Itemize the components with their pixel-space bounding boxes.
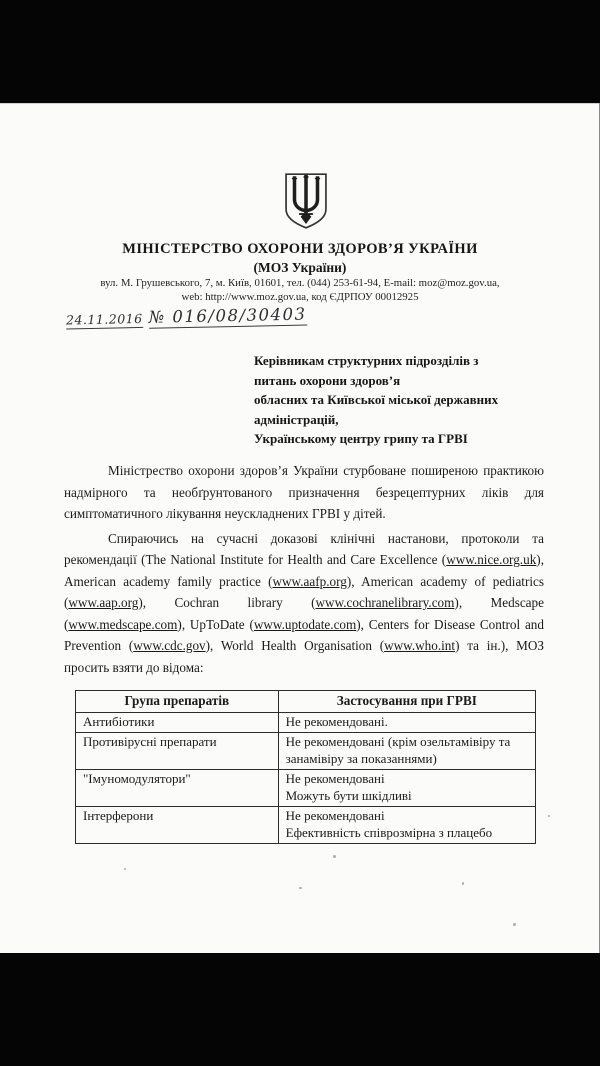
usage-line: Можуть бути шкідливі xyxy=(285,787,412,803)
letterhead-address-line-1: вул. М. Грушевського, 7, м. Київ, 01601, тел. (044) 253-61-94, E-mail: moz@moz.gov.ua, xyxy=(100,277,500,289)
table-row xyxy=(76,712,536,733)
ministry-short-title: (МОЗ України) xyxy=(253,260,347,275)
usage-line: Не рекомендовані xyxy=(285,808,385,823)
scan-noise-speck xyxy=(462,882,464,885)
scan-noise-speck xyxy=(333,855,336,858)
cell-drug-group: Інтерферони xyxy=(76,807,279,844)
addressee-line: адміністрацій, xyxy=(254,411,339,427)
ministry-name-title: МІНІСТЕРСТВО ОХОРОНИ ЗДОРОВ’Я УКРАЇНИ xyxy=(122,241,478,257)
addressee-line: Керівникам структурних підрозділів з xyxy=(254,353,479,368)
cell-drug-group: Антибіотики xyxy=(76,712,279,733)
addressee-line: Українському центру грипу та ГРВІ xyxy=(254,431,468,446)
cell-drug-group: "Імуномодулятори" xyxy=(76,770,279,807)
table-row xyxy=(76,807,536,844)
scan-noise-speck xyxy=(124,868,126,870)
document-page xyxy=(0,103,600,953)
paragraph-guidelines: Спираючись на сучасні доказові клінічні настанови, протоколи та рекомендації (The National Institute for Health and Care Excellence (www.nice.org.uk), American academy family practice (www.aafp.org), American academy of pediatrics (www.aap.org), Cochran library (www.cochranelibrary.com), Medscape (www.medscape.com), UpToDate (www.uptodate.com), Centers for Disease Control and Prevention (www.cdc.gov), World Health Organisation (www.who.int) та ін.), МОЗ просить взяти до відома: xyxy=(64,530,545,675)
table-header-row xyxy=(76,691,536,713)
letter-body xyxy=(64,460,544,844)
cell-drug-group: Противірусні препарати xyxy=(76,733,279,770)
table-header-drug-group: Група препаратів xyxy=(76,691,279,713)
usage-line: Не рекомендовані (крім озельтамівіру та занамівіру за показаннями) xyxy=(285,734,511,766)
scan-noise-speck xyxy=(548,815,550,817)
drug-recommendations-table xyxy=(75,690,536,844)
scan-noise-speck xyxy=(299,887,302,889)
handwritten-date: 24.11.2016 xyxy=(65,310,143,328)
scan-noise-speck xyxy=(513,923,516,926)
cell-usage xyxy=(278,770,535,807)
cell-usage xyxy=(278,807,535,844)
cell-usage xyxy=(278,712,535,733)
table-row xyxy=(76,770,536,807)
usage-line: Не рекомендовані. xyxy=(285,713,388,729)
letterhead-address-line-2: web: http://www.moz.gov.ua, код ЄДРПОУ 00012925 xyxy=(181,291,419,303)
paragraph-concern: Міністрество охорони здоров’я України стурбоване поширеною практикою надмірного та необґрунтованого призначення безрецептурних ліків для симптоматичного лікування неускладнених ГРВІ у дітей. xyxy=(64,463,544,521)
addressee-line: обласних та Київської міської державних xyxy=(254,392,499,407)
table-row xyxy=(76,733,536,770)
usage-line: Ефективність співрозмірна з плацебо xyxy=(285,824,493,840)
handwritten-document-number: № 016/08/30403 xyxy=(148,304,307,327)
ukraine-trident-emblem-icon xyxy=(283,165,329,237)
addressee-block xyxy=(254,351,560,449)
handwritten-reference-line xyxy=(66,304,307,328)
usage-line: Не рекомендовані xyxy=(285,771,385,786)
cell-usage xyxy=(278,733,535,770)
addressee-line: питань охорони здоров’я xyxy=(254,372,401,388)
table-header-usage: Застосування при ГРВІ xyxy=(278,691,535,713)
